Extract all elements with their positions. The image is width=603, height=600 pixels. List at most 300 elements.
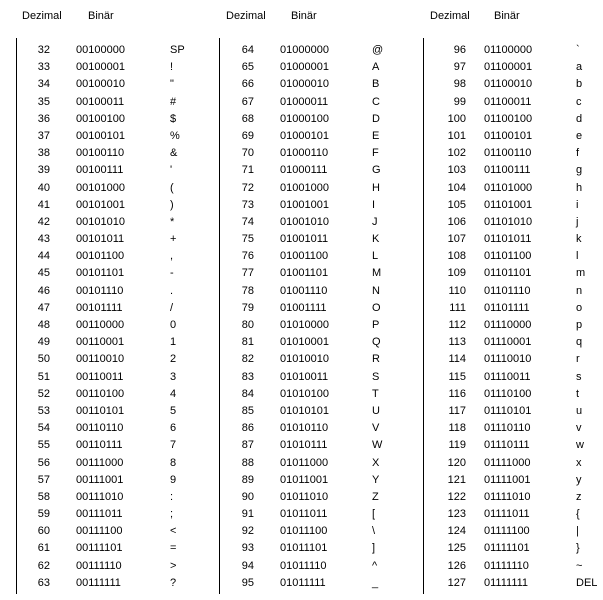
character-cell: Z xyxy=(372,490,379,503)
character-cell: Y xyxy=(372,473,380,486)
table-row xyxy=(408,300,603,317)
binary-cell: 01100110 xyxy=(484,147,532,160)
table-row xyxy=(408,575,603,592)
table-row xyxy=(0,42,200,59)
character-cell: & xyxy=(170,147,178,160)
character-cell: B xyxy=(372,78,380,91)
table-column-1 xyxy=(0,42,200,592)
character-cell: x xyxy=(576,456,582,469)
decimal-cell: 95 xyxy=(241,576,254,589)
decimal-cell: 64 xyxy=(241,44,254,56)
binary-cell: 00101111 xyxy=(76,301,123,314)
table-row xyxy=(408,42,603,59)
binary-cell: 01100000 xyxy=(484,44,533,56)
table-row xyxy=(408,317,603,334)
binary-cell: 00101100 xyxy=(76,250,125,263)
character-cell: X xyxy=(372,456,380,469)
character-cell: ; xyxy=(170,508,174,521)
binary-cell: 01011011 xyxy=(280,508,328,521)
decimal-cell: 104 xyxy=(447,181,466,194)
table-row xyxy=(204,575,404,592)
table-row xyxy=(408,558,603,575)
decimal-cell: 71 xyxy=(241,164,254,177)
table-row xyxy=(408,369,603,386)
character-cell: ^ xyxy=(372,559,378,572)
decimal-cell: 79 xyxy=(241,301,254,314)
character-cell: d xyxy=(576,112,583,125)
table-row xyxy=(408,197,603,214)
table-row xyxy=(204,437,404,454)
table-row xyxy=(0,283,200,300)
character-cell: | xyxy=(576,525,579,538)
binary-cell: 00110111 xyxy=(76,439,123,452)
binary-cell: 00101011 xyxy=(76,233,125,246)
decimal-cell: 42 xyxy=(37,215,50,228)
character-cell: @ xyxy=(372,44,384,56)
character-cell: k xyxy=(576,233,582,246)
decimal-cell: 93 xyxy=(241,542,254,555)
decimal-cell: 103 xyxy=(447,164,466,177)
decimal-cell: 52 xyxy=(37,387,50,400)
character-cell: G xyxy=(372,164,381,177)
character-cell: S xyxy=(372,370,380,383)
binary-cell: 01100100 xyxy=(484,112,533,125)
decimal-cell: 98 xyxy=(453,78,466,91)
character-cell: i xyxy=(576,198,579,211)
table-row xyxy=(204,523,404,540)
decimal-cell: 38 xyxy=(37,147,50,160)
table-row xyxy=(0,540,200,557)
table-row xyxy=(0,231,200,248)
character-cell: { xyxy=(576,508,580,521)
binary-cell: 00111100 xyxy=(76,525,123,538)
decimal-cell: 37 xyxy=(37,129,50,142)
character-cell: f xyxy=(576,147,580,160)
table-row xyxy=(408,506,603,523)
binary-cell: 01010100 xyxy=(280,387,329,400)
binary-cell: 01111100 xyxy=(484,525,530,538)
table-row xyxy=(0,248,200,265)
decimal-cell: 33 xyxy=(37,61,50,74)
binary-cell: 01101101 xyxy=(484,267,532,280)
binary-cell: 00100011 xyxy=(76,95,125,108)
table-row xyxy=(204,540,404,557)
character-cell: e xyxy=(576,129,583,142)
table-row xyxy=(204,455,404,472)
binary-cell: 00110101 xyxy=(76,404,125,417)
decimal-cell: 75 xyxy=(241,233,254,246)
character-cell: ` xyxy=(576,44,580,56)
header-dezimal-1: Dezimal xyxy=(22,10,62,22)
character-cell: : xyxy=(170,490,174,503)
character-cell: w xyxy=(576,439,584,452)
character-cell: M xyxy=(372,267,382,280)
table-row xyxy=(204,59,404,76)
character-cell: 0 xyxy=(170,319,177,331)
binary-cell: 01000101 xyxy=(280,129,329,142)
table-row xyxy=(204,369,404,386)
table-row xyxy=(408,334,603,351)
character-cell: < xyxy=(170,525,177,538)
decimal-cell: 105 xyxy=(447,198,466,211)
binary-cell: 01100011 xyxy=(484,95,532,108)
table-row xyxy=(204,334,404,351)
binary-cell: 01011000 xyxy=(280,456,329,469)
table-row xyxy=(0,472,200,489)
character-cell: V xyxy=(372,422,380,435)
table-row xyxy=(408,145,603,162)
table-row xyxy=(0,265,200,282)
character-cell: ) xyxy=(170,198,174,211)
character-cell: l xyxy=(576,250,579,263)
decimal-cell: 49 xyxy=(37,336,50,349)
character-cell: q xyxy=(576,336,583,349)
decimal-cell: 107 xyxy=(447,233,466,246)
decimal-cell: 41 xyxy=(37,198,50,211)
character-cell: j xyxy=(576,215,579,228)
character-cell: n xyxy=(576,284,583,297)
table-row xyxy=(0,111,200,128)
binary-cell: 00111101 xyxy=(76,542,123,555)
table-row xyxy=(204,300,404,317)
decimal-cell: 60 xyxy=(37,525,50,538)
character-cell: 6 xyxy=(170,422,177,435)
table-row xyxy=(204,386,404,403)
decimal-cell: 111 xyxy=(449,301,466,314)
binary-cell: 01010000 xyxy=(280,319,329,331)
table-row xyxy=(408,386,603,403)
character-cell: ] xyxy=(372,542,376,555)
binary-cell: 01101010 xyxy=(484,215,533,228)
binary-cell: 01000100 xyxy=(280,112,329,125)
decimal-cell: 116 xyxy=(448,387,466,400)
binary-cell: 01011001 xyxy=(280,473,329,486)
table-row xyxy=(0,145,200,162)
character-cell: K xyxy=(372,233,380,246)
binary-cell: 01000110 xyxy=(280,147,329,160)
table-row xyxy=(204,145,404,162)
decimal-cell: 35 xyxy=(37,95,50,108)
binary-cell: 00111110 xyxy=(76,559,122,572)
binary-cell: 01101110 xyxy=(484,284,531,297)
table-row xyxy=(204,489,404,506)
binary-cell: 00100000 xyxy=(76,44,125,56)
table-row xyxy=(204,558,404,575)
decimal-cell: 73 xyxy=(241,198,254,211)
decimal-cell: 102 xyxy=(447,147,466,160)
character-cell: 2 xyxy=(170,353,177,366)
binary-cell: 00100001 xyxy=(76,61,125,74)
header-binaer-1: Binär xyxy=(88,10,114,22)
decimal-cell: 118 xyxy=(448,422,466,435)
character-cell: s xyxy=(576,370,582,383)
table-row xyxy=(204,403,404,420)
binary-cell: 00110011 xyxy=(76,370,124,383)
binary-cell: 01010010 xyxy=(280,353,329,366)
binary-cell: 01000010 xyxy=(280,78,329,91)
decimal-cell: 92 xyxy=(241,525,254,538)
character-cell: t xyxy=(576,387,580,400)
binary-cell: 01110111 xyxy=(484,439,530,452)
table-row xyxy=(204,248,404,265)
table-row xyxy=(408,59,603,76)
character-cell: } xyxy=(576,542,580,555)
decimal-cell: 117 xyxy=(448,404,466,417)
decimal-cell: 108 xyxy=(447,250,466,263)
character-cell: ( xyxy=(170,181,174,194)
decimal-cell: 62 xyxy=(37,559,50,572)
character-cell: A xyxy=(372,61,380,74)
table-row xyxy=(0,369,200,386)
character-cell: # xyxy=(170,95,177,108)
decimal-cell: 74 xyxy=(241,215,254,228)
table-row xyxy=(204,317,404,334)
decimal-cell: 86 xyxy=(241,422,254,435)
decimal-cell: 39 xyxy=(37,164,50,177)
binary-cell: 01110001 xyxy=(484,336,532,349)
character-cell: o xyxy=(576,301,583,314)
decimal-cell: 100 xyxy=(447,112,466,125)
character-cell: C xyxy=(372,95,380,108)
decimal-cell: 43 xyxy=(37,233,50,246)
decimal-cell: 57 xyxy=(37,473,50,486)
binary-cell: 00100110 xyxy=(76,147,125,160)
binary-cell: 01001110 xyxy=(280,284,328,297)
character-cell: ! xyxy=(170,61,174,74)
table-row xyxy=(0,317,200,334)
table-row xyxy=(204,94,404,111)
character-cell: SP xyxy=(170,44,185,56)
decimal-cell: 65 xyxy=(241,61,254,74)
binary-cell: 01111010 xyxy=(484,490,531,503)
binary-cell: 01011110 xyxy=(280,559,327,572)
decimal-cell: 82 xyxy=(241,353,254,366)
character-cell: 3 xyxy=(170,370,177,383)
table-row xyxy=(408,472,603,489)
binary-cell: 00101110 xyxy=(76,284,124,297)
binary-cell: 00111000 xyxy=(76,456,124,469)
binary-cell: 01100111 xyxy=(484,164,531,177)
table-row xyxy=(0,420,200,437)
character-cell: 9 xyxy=(170,473,177,486)
binary-cell: 01111111 xyxy=(484,576,529,589)
table-row xyxy=(408,94,603,111)
decimal-cell: 76 xyxy=(241,250,254,263)
binary-cell: 00100010 xyxy=(76,78,125,91)
decimal-cell: 53 xyxy=(37,404,50,417)
table-row xyxy=(0,506,200,523)
character-cell: p xyxy=(576,319,583,331)
binary-cell: 01010011 xyxy=(280,370,329,383)
table-row xyxy=(0,300,200,317)
binary-cell: 01011111 xyxy=(280,576,326,589)
table-row xyxy=(0,386,200,403)
character-cell: > xyxy=(170,559,177,572)
binary-cell: 01111101 xyxy=(484,542,530,555)
decimal-cell: 119 xyxy=(448,439,466,452)
character-cell: D xyxy=(372,112,380,125)
binary-cell: 00110001 xyxy=(76,336,125,349)
character-cell: J xyxy=(372,215,378,228)
table-row xyxy=(408,214,603,231)
decimal-cell: 91 xyxy=(241,508,254,521)
binary-cell: 00110100 xyxy=(76,387,125,400)
binary-cell: 01010111 xyxy=(280,439,328,452)
table-row xyxy=(0,575,200,592)
character-cell: = xyxy=(170,542,177,555)
table-row xyxy=(204,283,404,300)
binary-cell: 01111011 xyxy=(484,508,530,521)
character-cell: $ xyxy=(170,112,177,125)
character-cell: m xyxy=(576,267,586,280)
table-row xyxy=(408,111,603,128)
character-cell: L xyxy=(372,250,379,263)
decimal-cell: 114 xyxy=(448,353,466,366)
table-row xyxy=(0,180,200,197)
binary-cell: 01010101 xyxy=(280,404,329,417)
character-cell: v xyxy=(576,422,582,435)
decimal-cell: 115 xyxy=(448,370,466,383)
character-cell: / xyxy=(170,301,174,314)
decimal-cell: 94 xyxy=(241,559,254,572)
decimal-cell: 72 xyxy=(241,181,254,194)
character-cell: h xyxy=(576,181,583,194)
table-row xyxy=(0,351,200,368)
table-row xyxy=(0,455,200,472)
decimal-cell: 46 xyxy=(37,284,50,297)
character-cell: T xyxy=(372,387,379,400)
table-row xyxy=(0,523,200,540)
character-cell: I xyxy=(372,198,376,211)
binary-cell: 01011101 xyxy=(280,542,328,555)
binary-cell: 01001011 xyxy=(280,233,329,246)
decimal-cell: 125 xyxy=(447,542,466,555)
decimal-cell: 67 xyxy=(241,95,254,108)
table-row xyxy=(0,59,200,76)
character-cell: b xyxy=(576,78,583,91)
binary-cell: 00100111 xyxy=(76,164,124,177)
table-row xyxy=(204,162,404,179)
decimal-cell: 68 xyxy=(241,112,254,125)
decimal-cell: 106 xyxy=(447,215,466,228)
binary-cell: 01000000 xyxy=(280,44,329,56)
table-row xyxy=(0,437,200,454)
binary-cell: 01001010 xyxy=(280,215,329,228)
decimal-cell: 90 xyxy=(241,490,254,503)
decimal-cell: 77 xyxy=(241,267,254,280)
table-row xyxy=(204,506,404,523)
table-row xyxy=(408,76,603,93)
table-row xyxy=(408,540,603,557)
table-row xyxy=(0,558,200,575)
binary-cell: 01110101 xyxy=(484,404,532,417)
table-row xyxy=(204,128,404,145)
decimal-cell: 85 xyxy=(241,404,254,417)
binary-cell: 01011100 xyxy=(280,525,328,538)
table-row xyxy=(204,76,404,93)
decimal-cell: 81 xyxy=(241,336,254,349)
table-row xyxy=(408,162,603,179)
binary-cell: 01011010 xyxy=(280,490,329,503)
table-row xyxy=(0,197,200,214)
table-row xyxy=(408,420,603,437)
character-cell: ' xyxy=(170,164,173,177)
character-cell: Q xyxy=(372,336,381,349)
binary-cell: 00111001 xyxy=(76,473,124,486)
binary-cell: 01101111 xyxy=(484,301,530,314)
decimal-cell: 55 xyxy=(37,439,50,452)
binary-cell: 01110110 xyxy=(484,422,531,435)
character-cell: 1 xyxy=(170,336,177,349)
table-row xyxy=(0,489,200,506)
table-row xyxy=(408,523,603,540)
decimal-cell: 122 xyxy=(447,490,466,503)
character-cell: 4 xyxy=(170,387,177,400)
character-cell: ~ xyxy=(576,559,583,572)
table-row xyxy=(204,231,404,248)
character-cell: E xyxy=(372,129,380,142)
decimal-cell: 66 xyxy=(241,78,254,91)
decimal-cell: 45 xyxy=(37,267,50,280)
table-row xyxy=(204,472,404,489)
decimal-cell: 78 xyxy=(241,284,254,297)
decimal-cell: 44 xyxy=(37,250,50,263)
decimal-cell: 89 xyxy=(241,473,254,486)
character-cell: a xyxy=(576,61,583,74)
character-cell: F xyxy=(372,147,379,160)
decimal-cell: 34 xyxy=(37,78,50,91)
binary-cell: 01100001 xyxy=(484,61,533,74)
table-row xyxy=(0,94,200,111)
table-row xyxy=(204,180,404,197)
binary-cell: 00101101 xyxy=(76,267,125,280)
table-row xyxy=(408,180,603,197)
decimal-cell: 70 xyxy=(241,147,254,160)
binary-cell: 00101001 xyxy=(76,198,125,211)
table-row xyxy=(408,437,603,454)
table-row xyxy=(0,128,200,145)
table-row xyxy=(0,403,200,420)
character-cell: _ xyxy=(372,576,379,589)
decimal-cell: 48 xyxy=(37,319,50,331)
table-row xyxy=(408,231,603,248)
character-cell: % xyxy=(170,129,180,142)
table-row xyxy=(204,351,404,368)
binary-cell: 00101010 xyxy=(76,215,125,228)
decimal-cell: 126 xyxy=(447,559,466,572)
binary-cell: 01010001 xyxy=(280,336,329,349)
binary-cell: 01000111 xyxy=(280,164,328,177)
decimal-cell: 123 xyxy=(447,508,466,521)
decimal-cell: 51 xyxy=(37,370,50,383)
decimal-cell: 124 xyxy=(447,525,466,538)
binary-cell: 00111011 xyxy=(76,508,123,521)
decimal-cell: 80 xyxy=(241,319,254,331)
table-row xyxy=(204,197,404,214)
character-cell: , xyxy=(170,250,174,263)
binary-cell: 01001100 xyxy=(280,250,329,263)
binary-cell: 01101000 xyxy=(484,181,533,194)
binary-cell: 01100010 xyxy=(484,78,533,91)
character-cell: [ xyxy=(372,508,376,521)
decimal-cell: 36 xyxy=(37,112,50,125)
decimal-cell: 58 xyxy=(37,490,50,503)
character-cell: R xyxy=(372,353,380,366)
table-row xyxy=(0,162,200,179)
character-cell: * xyxy=(170,215,175,228)
table-row xyxy=(204,265,404,282)
binary-cell: 01001001 xyxy=(280,198,329,211)
